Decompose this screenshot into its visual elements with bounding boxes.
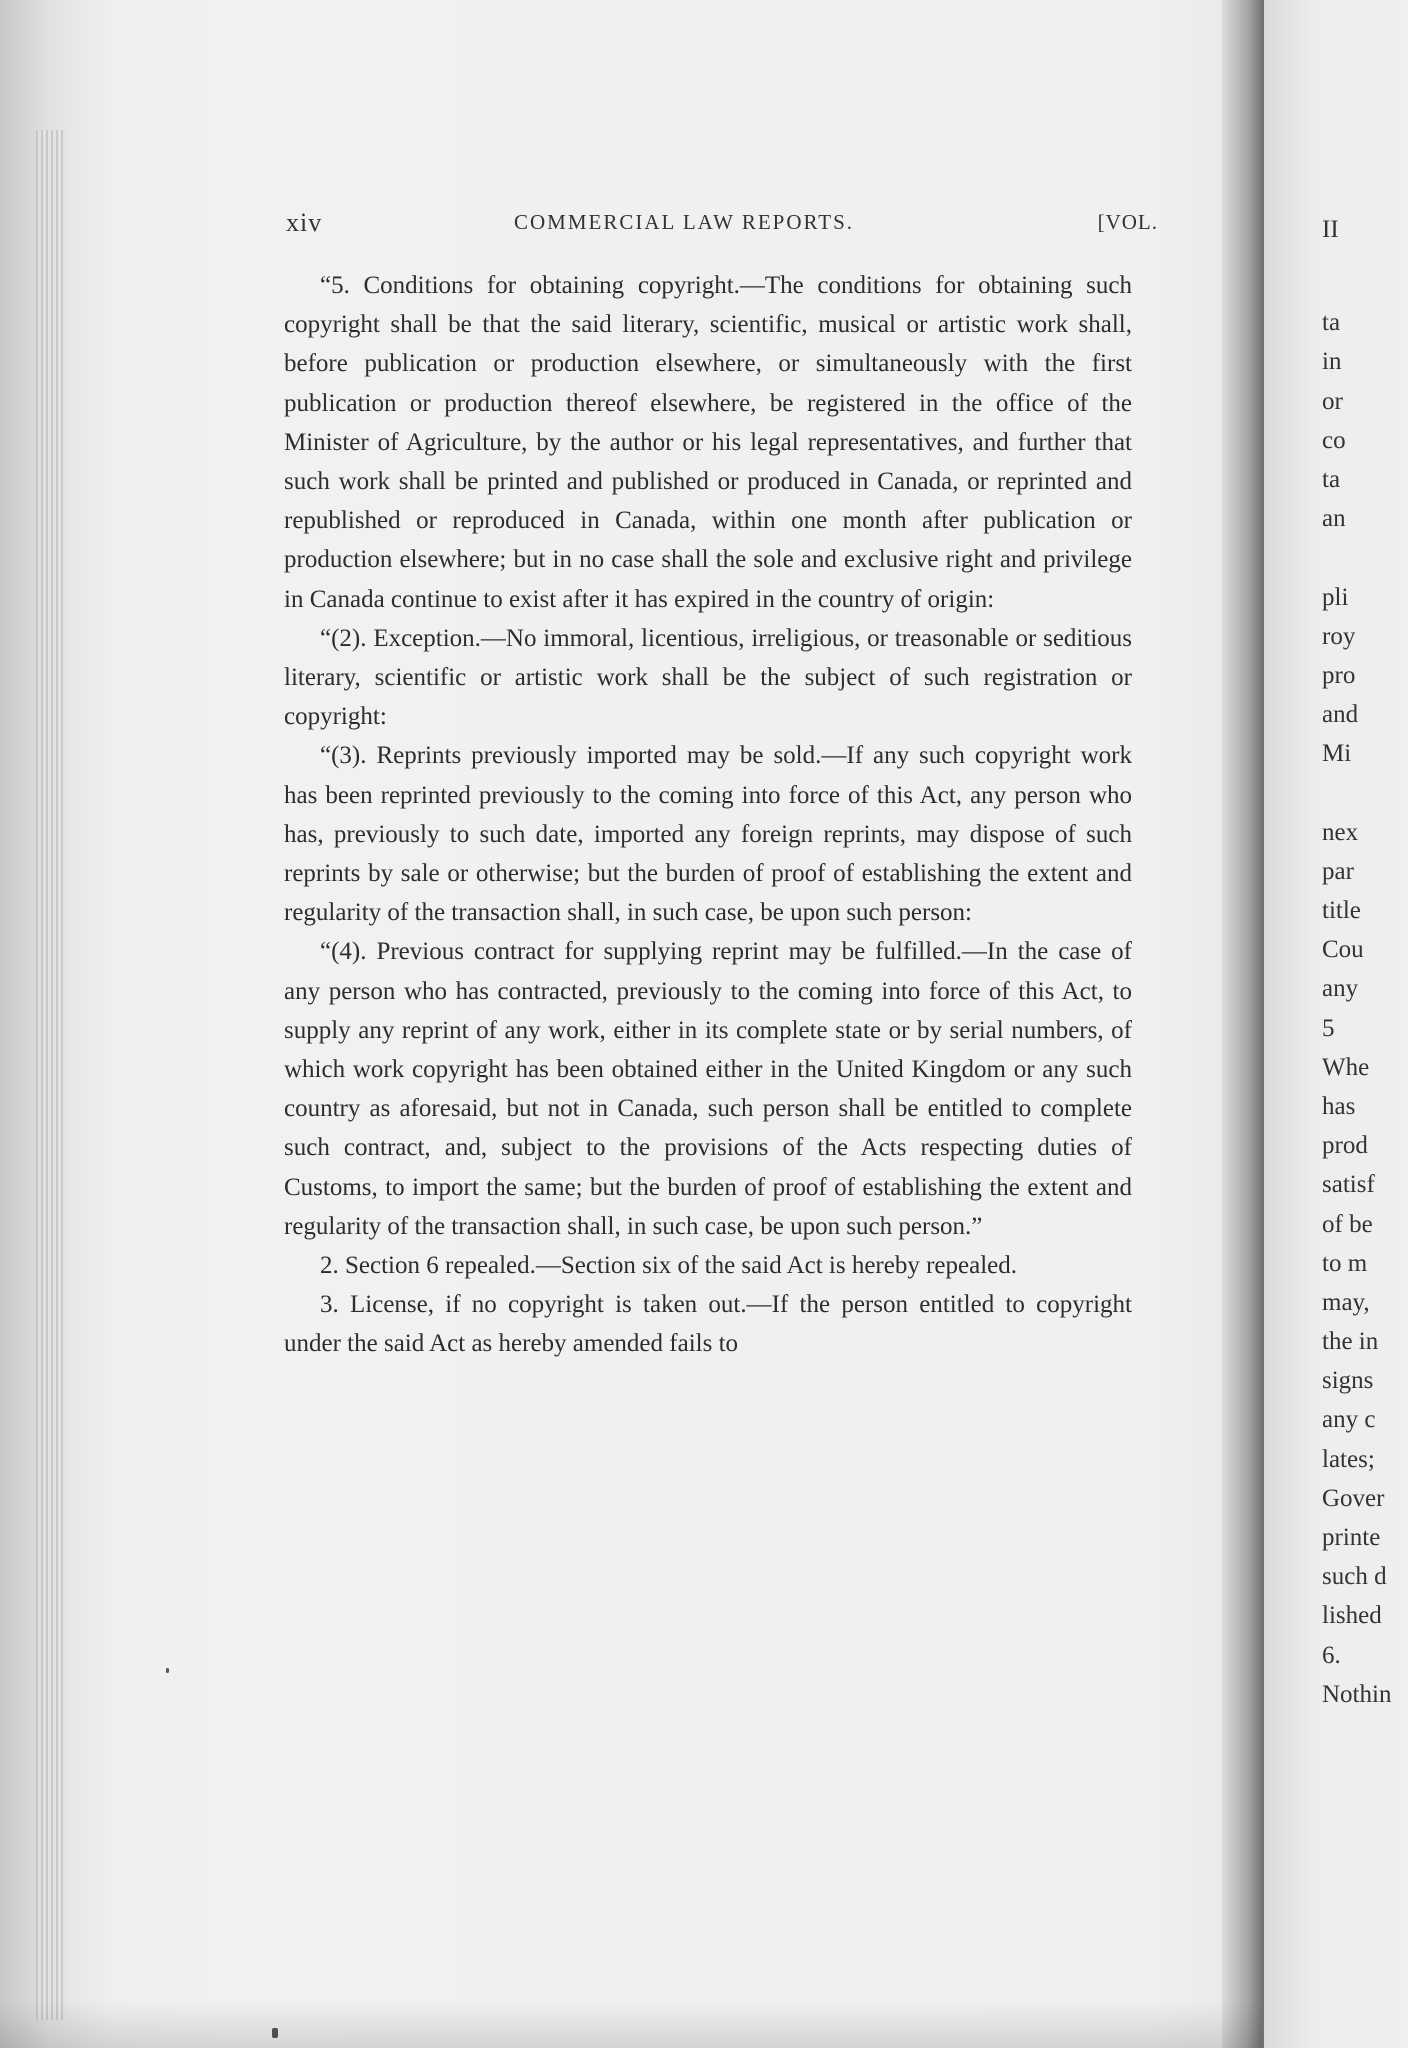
page-number: xiv bbox=[286, 208, 323, 237]
page-edges bbox=[36, 130, 66, 2020]
page-header bbox=[286, 208, 1158, 248]
right-fragment: any bbox=[1322, 975, 1359, 1003]
right-fragment: printe bbox=[1322, 1524, 1381, 1551]
right-fragment: pli bbox=[1322, 583, 1349, 611]
right-fragment: satisf bbox=[1322, 1171, 1375, 1199]
right-fragment: may, bbox=[1322, 1288, 1370, 1316]
right-fragment: has bbox=[1322, 1092, 1356, 1120]
right-fragment: the in bbox=[1322, 1328, 1379, 1356]
right-fragment: lates; bbox=[1322, 1445, 1375, 1473]
right-fragment: 6. bbox=[1322, 1641, 1341, 1669]
right-page-text-fragments bbox=[1322, 210, 1391, 1714]
right-fragment: ta bbox=[1322, 309, 1341, 337]
right-fragment: II bbox=[1322, 216, 1339, 243]
right-fragment: Whe bbox=[1322, 1053, 1370, 1081]
right-fragment: prod bbox=[1322, 1132, 1368, 1160]
right-fragment: an bbox=[1322, 505, 1346, 533]
body-text bbox=[284, 266, 1132, 1364]
bottom-shadow bbox=[0, 2000, 1262, 2048]
running-title: COMMERCIAL LAW REPORTS. bbox=[514, 210, 854, 234]
right-fragment: pro bbox=[1322, 661, 1356, 689]
right-fragment: roy bbox=[1322, 622, 1356, 650]
paragraph-section-6-repealed: 2. Section 6 repealed.—Section six of the said Act is hereby repealed. bbox=[320, 1252, 1018, 1280]
right-fragment: ta bbox=[1322, 465, 1341, 493]
right-fragment: Mi bbox=[1322, 740, 1352, 768]
right-fragment: Gover bbox=[1322, 1484, 1385, 1512]
right-fragment: in bbox=[1322, 348, 1342, 376]
right-fragment: title bbox=[1322, 897, 1361, 924]
volume-mark: [VOL. bbox=[1097, 210, 1158, 234]
right-fragment: lished bbox=[1322, 1602, 1382, 1630]
right-fragment: any c bbox=[1322, 1406, 1376, 1434]
ink-speck bbox=[166, 1668, 169, 1673]
right-fragment: co bbox=[1322, 426, 1346, 454]
paragraph-section-5: “5. Conditions for obtaining copyright.—The conditions for obtaining such copyright shall be that the said literary, scientific, musical or artistic work shall, before publication or production elsewhere, or simultaneously with the first publication or production thereof elsewhere, be registered in the office of the Minister of Agriculture, by the author or his legal representatives, and further that such work shall be printed and published or produced in Canada, or reprinted and republished or reproduced in Canada, within one month after publication or production elsewhere; but in no case shall the sole and exclusive right and privilege in Canada continue to exist after it has expired in the country of origin: bbox=[284, 272, 1132, 613]
right-fragment bbox=[1322, 773, 1391, 812]
paragraph-reprints-imported: “(3). Reprints previously imported may be sold.—If any such copyright work has been reprinted previously to the coming into force of this Act, any person who has, previously to such date, imported any foreign reprints, may dispose of such reprints by sale or otherwise; but the burden of proof of establishing the extent and regularity of the transaction shall, in such case, be upon such person: bbox=[284, 742, 1132, 927]
right-fragment: to m bbox=[1322, 1249, 1368, 1277]
paragraph-license: 3. License, if no copyright is taken out.—If the person entitled to copyright under the said Act as hereby amended fails to bbox=[284, 1291, 1132, 1358]
right-fragment: Cou bbox=[1322, 936, 1364, 964]
paragraph-exception: “(2). Exception.—No immoral, licentious, irreligious, or treasonable or seditious literary, scientific or artistic work shall be the subject of such registration or copyright: bbox=[284, 624, 1132, 731]
right-fragment: par bbox=[1322, 857, 1354, 885]
right-fragment: 5 bbox=[1322, 1014, 1335, 1042]
right-fragment: and bbox=[1322, 701, 1359, 729]
right-fragment: Nothin bbox=[1322, 1680, 1392, 1708]
right-fragment: nex bbox=[1322, 818, 1359, 846]
right-fragment: signs bbox=[1322, 1367, 1374, 1395]
book-gutter bbox=[1222, 0, 1264, 2048]
right-fragment: such d bbox=[1322, 1563, 1387, 1591]
right-fragment: or bbox=[1322, 387, 1343, 415]
right-fragment: of be bbox=[1322, 1210, 1373, 1238]
right-fragment bbox=[1322, 538, 1391, 577]
paragraph-previous-contract: “(4). Previous contract for supplying reprint may be fulfilled.—In the case of any person who has contracted, previously to the coming into force of this Act, to supply any reprint of any work, either in its complete state or by serial numbers, of which work copyright has been obtained either in the United Kingdom or any such country as aforesaid, but not in Canada, such person shall be entitled to complete such contract, and, subject to the provisions of the Acts respecting duties of Customs, to import the same; but the burden of proof of establishing the extent and regularity of the transaction shall, in such case, be upon such person.” bbox=[284, 938, 1132, 1240]
